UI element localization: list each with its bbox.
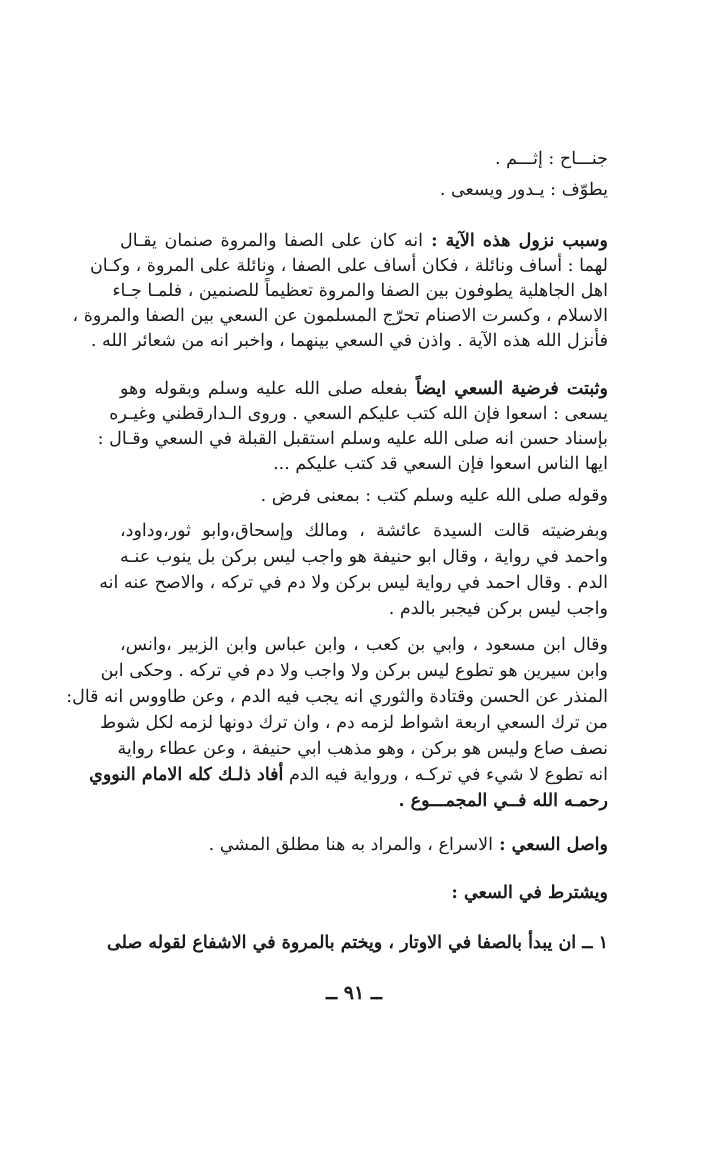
- paragraph-origin-line-1: [209, 832, 608, 858]
- paragraph-obligation-line-3: بإسناد حسن انه صلى الله عليه وسلم استقبل القبلة في السعي وقـال :: [97, 429, 608, 449]
- paragraph-opinions-line-2: واحمد في رواية ، وقال ابو حنيفة هو واجب ليس بركن بل ينوب عنـه: [120, 547, 608, 567]
- condition-item-1: ١ ــ ان يبدأ بالصفا في الاوتار ، ويختم بالمروة في الاشفاع لقوله صلى: [107, 933, 608, 953]
- paragraph-origin-lead: واصل السعي :: [493, 835, 608, 855]
- paragraph-obligation-line-2: يسعى : اسعوا فإن الله كتب عليكم السعي . وروى الـدارقطني وغيـره: [109, 404, 608, 424]
- paragraph-companions-line-4: من ترك السعي اربعة اشواط لزمه دم ، وان ترك دونها لزمه لكل شوط: [100, 713, 608, 733]
- paragraph-reason-text: انه كان على الصفا والمروة صنمان يقـال: [120, 231, 423, 251]
- paragraph-reason-line-2: لهما : أساف ونائلة ، فكان أساف على الصفا ، ونائلة على المروة ، وكـان: [89, 256, 608, 276]
- paragraph-opinions-line-3: الدم . وقال احمد في رواية ليس بركن ولا دم في تركه ، والاصح عنه انه: [99, 573, 608, 593]
- paragraph-reason-line-4: الاسلام ، وكسرت الاصنام تحرّج المسلمون عن السعي بين الصفا والمروة ،: [72, 306, 608, 326]
- paragraph-reason-line-3: اهل الجاهلية يطوفون بين الصفا والمروة تعظيماً للصنمين ، فلمـا جـاء: [112, 281, 608, 301]
- paragraph-origin-text: الاسراع ، والمراد به هنا مطلق المشي .: [208, 835, 493, 855]
- gloss-junah: جنـــاح : إثـــم .: [494, 149, 608, 169]
- paragraph-obligation-line-4: ايها الناس اسعوا فإن السعي قد كتب عليكم ...: [273, 454, 608, 474]
- paragraph-companions-citation: أفاد ذلـك كله الامام النووي: [89, 765, 284, 785]
- paragraph-reason-lead: وسبب نزول هذه الآية :: [422, 231, 609, 251]
- section-heading: ويشترط في السعي :: [451, 883, 608, 903]
- paragraph-companions-line-2: وابن سيرين هو تطوع ليس بركن ولا واجب ولا دم في تركه . وحكى ابن: [100, 661, 608, 681]
- page-number: ــ ٩١ ــ: [326, 982, 382, 1004]
- paragraph-opinions-line-4: واجب ليس بركن فيجبر بالدم .: [388, 599, 608, 619]
- paragraph-reason-line-5: فأنزل الله هذه الآية . واذن في السعي بينهما ، واخبر انه من شعائر الله .: [90, 331, 608, 351]
- paragraph-companions-line-6: [89, 762, 608, 788]
- gloss-yatawwaf: يطوّف : يـدور ويسعى .: [439, 180, 608, 200]
- paragraph-obligation-line-1: [120, 376, 608, 402]
- paragraph-companions-line-1: وقال ابن مسعود ، وابي بن كعب ، وابن عباس وابن الزبير ،وانس،: [120, 635, 608, 655]
- paragraph-obligation-lead: وثبتت فرضية السعي ايضاً: [407, 379, 608, 399]
- paragraph-kutiba-line-1: وقوله صلى الله عليه وسلم كتب : بمعنى فرض .: [260, 486, 608, 506]
- paragraph-companions-text: انه تطوع لا شيء في تركـه ، ورواية فيه الدم: [283, 765, 608, 785]
- paragraph-obligation-text: بفعله صلى الله عليه وسلم وبقوله وهو: [120, 379, 408, 399]
- paragraph-companions-line-7: رحمـه الله فــي المجمـــوع .: [398, 791, 608, 811]
- paragraph-companions-line-3: المنذر عن الحسن وقتادة والثوري انه يجب فيه الدم ، وعن طاووس انه قال:: [66, 687, 608, 707]
- paragraph-reason-line-1: [120, 228, 608, 254]
- paragraph-opinions-line-1: وبفرضيته قالت السيدة عائشة ، ومالك وإسحاق،وابو ثور،وداود،: [120, 521, 608, 541]
- paragraph-companions-line-5: نصف صاع وليس هو بركن ، وهو مذهب ابي حنيفة ، وعن عطاء رواية: [117, 739, 608, 759]
